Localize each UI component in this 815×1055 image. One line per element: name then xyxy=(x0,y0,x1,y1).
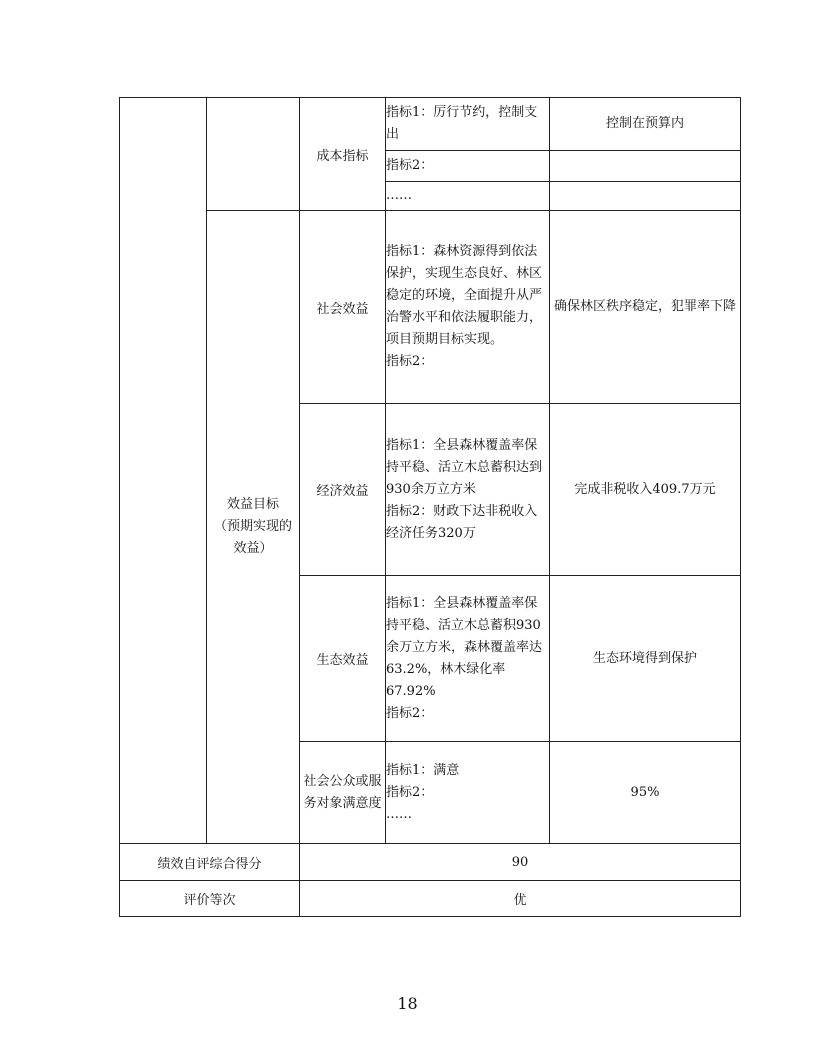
cost-value-1: 控制在预算内 xyxy=(550,98,741,151)
cost-indicator-2: 指标2： xyxy=(386,151,550,182)
cost-value-2 xyxy=(550,151,741,182)
social-indicator xyxy=(386,211,550,404)
cost-indicator-3: …… xyxy=(386,182,550,211)
page-number: 18 xyxy=(397,994,418,1013)
grade-value: 优 xyxy=(300,881,741,917)
benefit-label-line3: 效益） xyxy=(233,541,273,556)
ecological-indicator xyxy=(386,576,550,742)
social-category: 社会效益 xyxy=(300,211,386,404)
cost-indicator-1: 指标1：厉行节约，控制支出 xyxy=(386,98,550,151)
ecological-indicator-2: 指标2： xyxy=(386,705,434,721)
score-value: 90 xyxy=(300,844,741,881)
social-value: 确保林区秩序稳定，犯罪率下降 xyxy=(550,211,741,404)
blank-cell-outer xyxy=(120,98,207,844)
table-row xyxy=(120,881,741,917)
satisfaction-indicator xyxy=(386,742,550,844)
score-label: 绩效自评综合得分 xyxy=(120,844,300,881)
grade-label: 评价等次 xyxy=(120,881,300,917)
satisfaction-indicator-1: 指标1：满意 xyxy=(386,762,460,778)
table-row xyxy=(120,211,741,404)
social-indicator-2: 指标2： xyxy=(386,354,434,369)
economic-indicator-1: 指标1：全县森林覆盖率保持平稳、活立木总蓄积达到930余万立方米 xyxy=(386,437,543,497)
satisfaction-indicator-3: …… xyxy=(386,806,412,822)
benefit-label-line1: 效益目标 xyxy=(226,497,279,512)
social-indicator-1: 指标1：森林资源得到依法保护，实现生态良好、林区稳定的环境，全面提升从严治警水平和依法履职能力，项目预期目标实现。 xyxy=(386,244,543,347)
ecological-indicator-1: 指标1：全县森林覆盖率保持平稳、活立木总蓄积930余万立方米，森林覆盖率达63.2%，林木绿化率67.92% xyxy=(386,595,543,699)
economic-indicator xyxy=(386,404,550,576)
cost-value-3 xyxy=(550,182,741,211)
satisfaction-value: 95% xyxy=(550,742,741,844)
ecological-category: 生态效益 xyxy=(300,576,386,742)
ecological-value: 生态环境得到保护 xyxy=(550,576,741,742)
benefit-label-line2: （预期实现的 xyxy=(213,519,292,534)
economic-category: 经济效益 xyxy=(300,404,386,576)
table-row xyxy=(120,98,741,151)
benefit-label xyxy=(207,211,300,844)
table-row xyxy=(120,844,741,881)
economic-indicator-2: 指标2：财政下达非税收入经济任务320万 xyxy=(386,503,538,541)
blank-cell-inner xyxy=(207,98,300,211)
economic-value: 完成非税收入409.7万元 xyxy=(550,404,741,576)
cost-category: 成本指标 xyxy=(300,98,386,211)
satisfaction-category: 社会公众或服务对象满意度 xyxy=(300,742,386,844)
satisfaction-indicator-2: 指标2： xyxy=(386,784,434,800)
performance-table xyxy=(119,97,741,917)
